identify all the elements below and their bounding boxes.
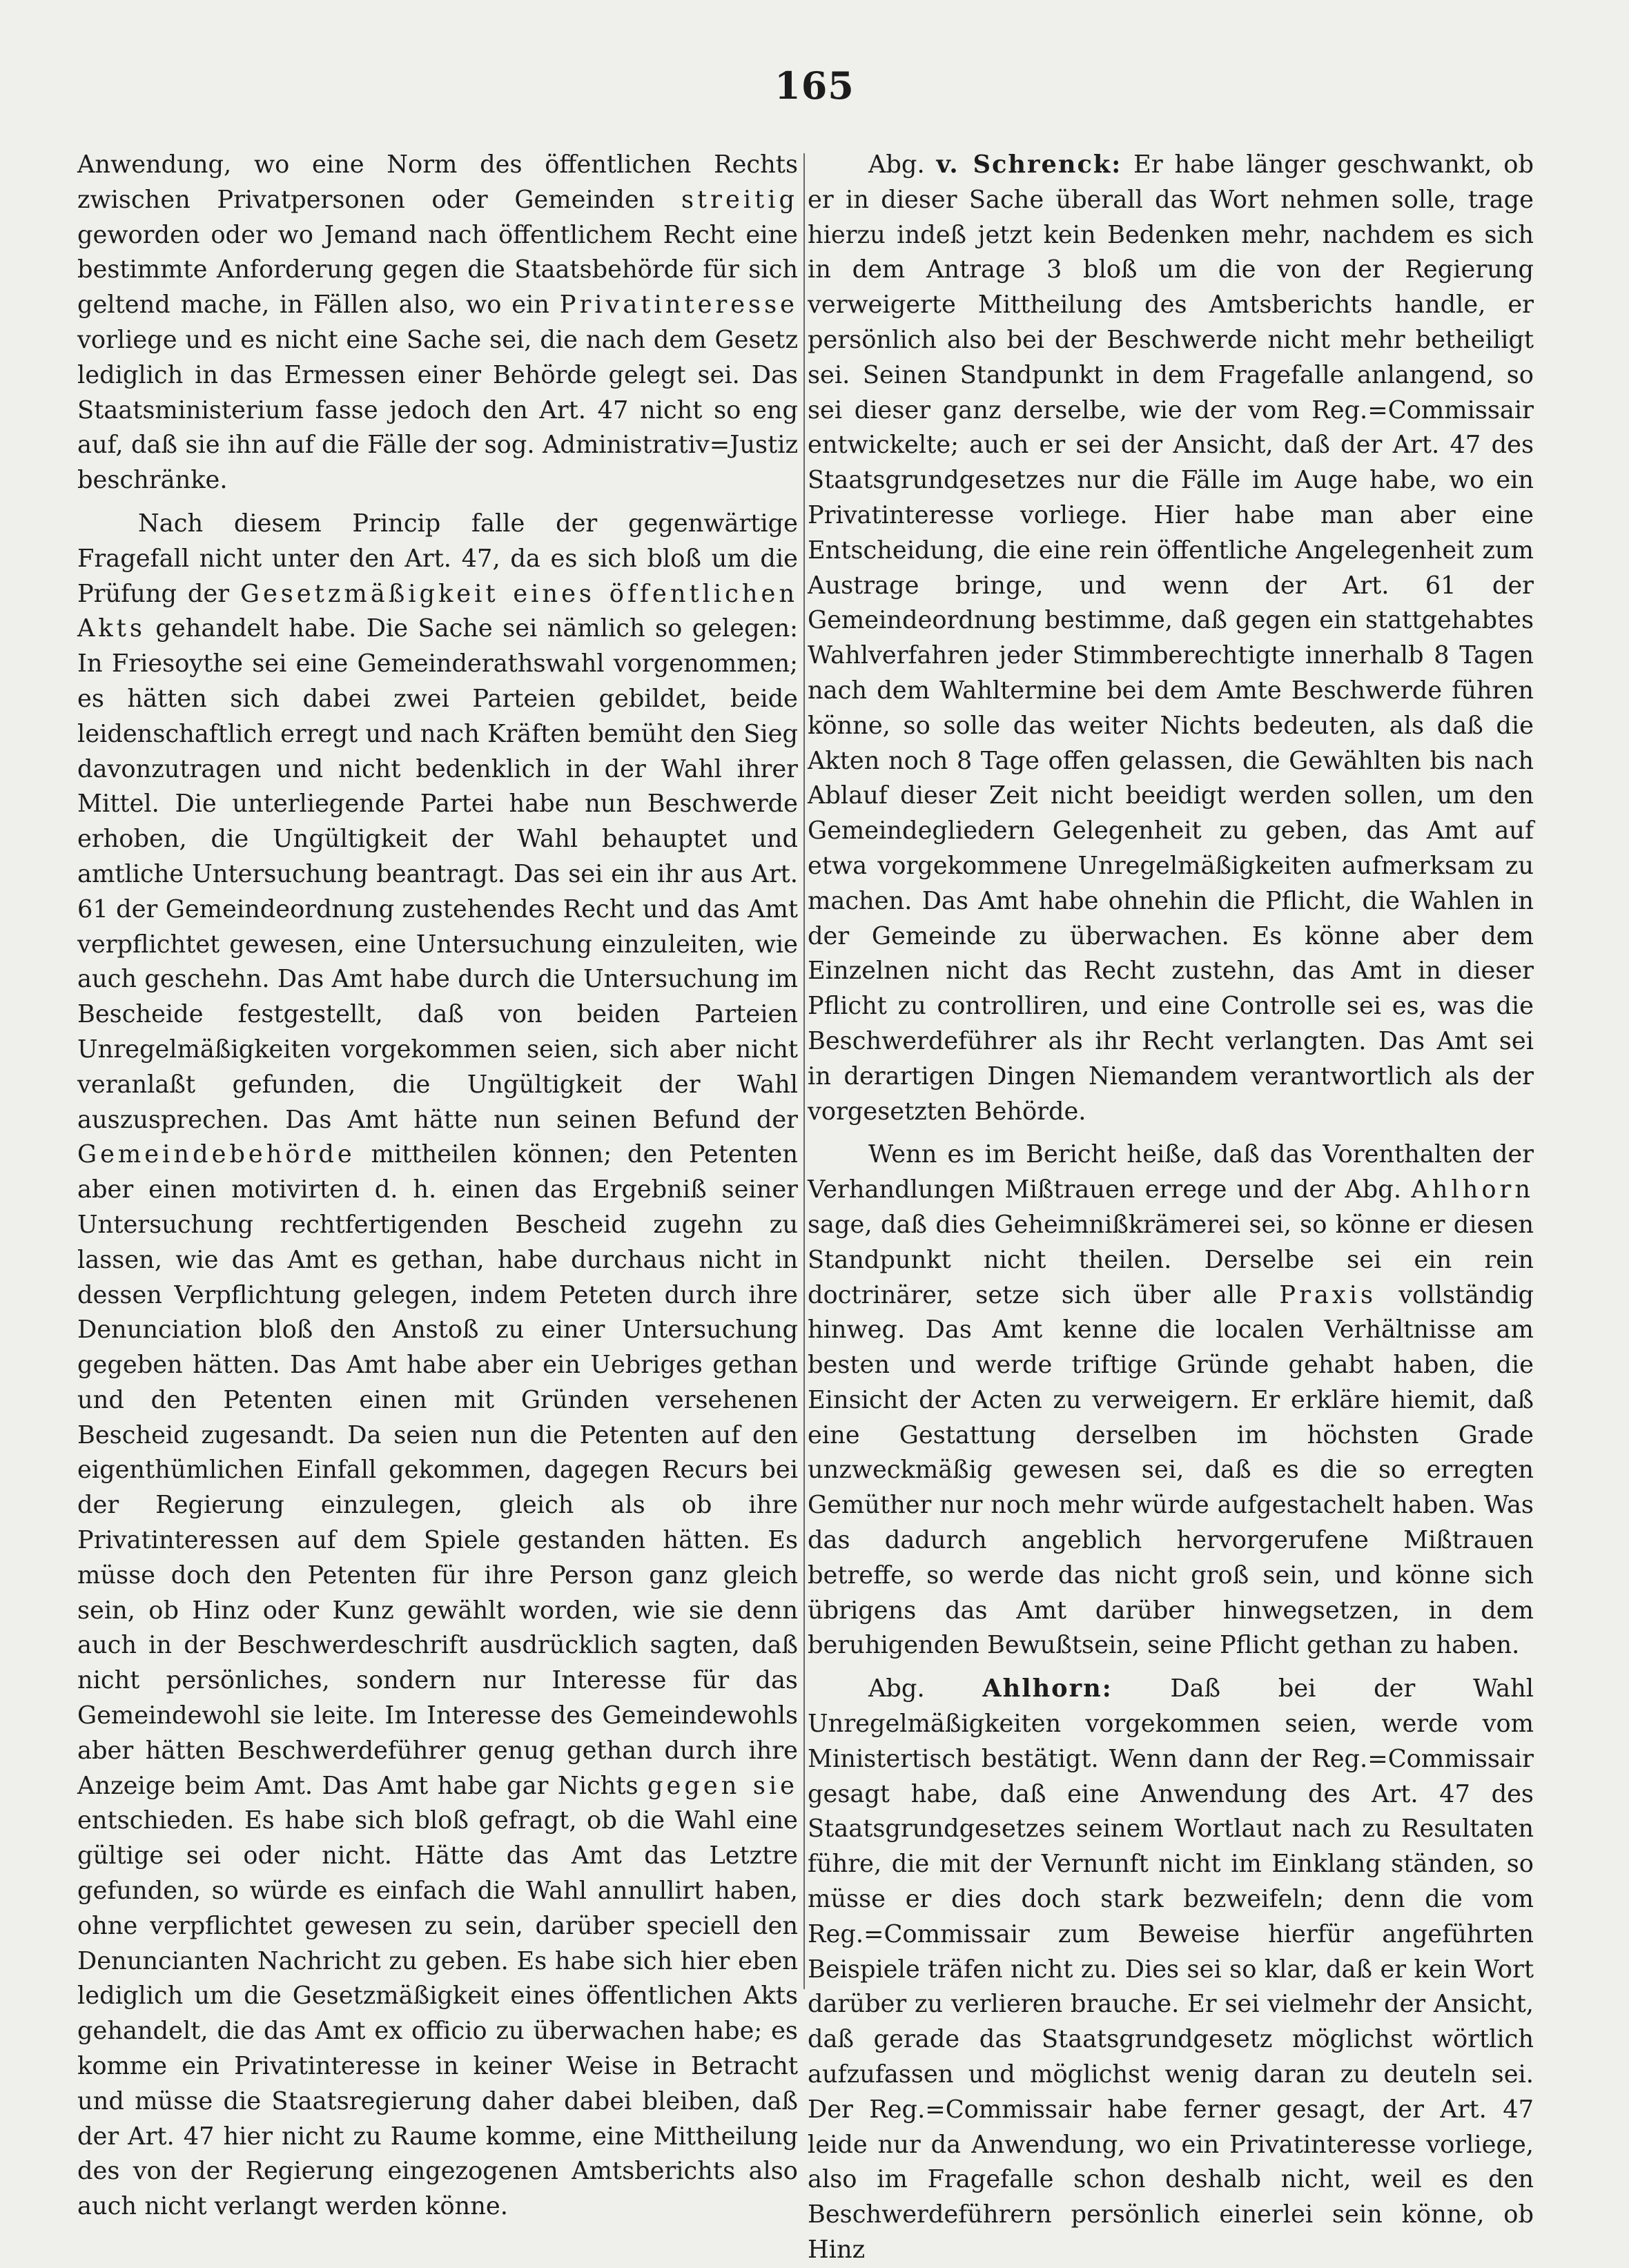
emphasized-text: gegen sie [647,1771,798,1800]
body-text: geworden oder wo Jemand nach öffentlichem Recht eine bestimmte Anforderung gegen die Staatsbehörde für sich geltend mache, in Fällen also, wo ein [77,220,798,320]
body-text: Anwendung, wo eine Norm des öffentlichen Rechts zwischen Privatpersonen oder Gemeinden [77,150,798,214]
paragraph [77,507,798,2225]
body-text: Nach diesem Princip falle der gegenwärtige Fragefall nicht unter den Art. 47, da es sich bloß um die Prüfung der [77,509,798,608]
emphasized-text: Gesetzmäßigkeit eines öffentlichen Akts [77,579,799,643]
body-text: vorliege und es nicht eine Sache sei, die nach dem Gesetz lediglich in das Ermessen einer Behörde gelegt sei. Das Staatsministerium fasse jedoch den Art. 47 nicht so eng auf, daß sie ihn auf die Fälle der sog. Administrativ=Justiz beschränke. [77,325,798,495]
body-text: gehandelt habe. Die Sache sei nämlich so gelegen: In Friesoythe sei eine Gemeinderathswahl vorgenommen; es hätten sich dabei zwei Parteien gebildet, beide leidenschaftlich erregt und nach Kräften bemüht den Sieg davonzutragen und nicht bedenklich in der Wahl ihrer Mittel. Die unterliegende Partei habe nun Beschwerde erhoben, die Ungültigkeit der Wahl behauptet und amtliche Untersuchung beantragt. Das sei ein ihr aus Art. 61 der Gemeindeordnung zustehendes Recht und das Amt verpflichtet gewesen, eine Untersuchung einzuleiten, wie auch geschehn. Das Amt habe durch die Untersuchung im Bescheide festgestellt, daß von beiden Parteien Unregelmäßigkeiten vorgekommen seien, sich aber nicht veranlaßt gefunden, die Ungültigkeit der Wahl auszusprechen. Das Amt hätte nun seinen Befund der [77,614,798,1134]
speaker-name: Ahlhorn: [982,1674,1113,1703]
body-text: Abg. [868,150,937,179]
emphasized-text: streitig [681,185,798,214]
column-divider [803,153,805,1989]
paragraph [808,148,1534,1129]
paragraph [77,148,798,498]
body-text: Wenn es im Bericht heiße, daß das Vorenthalten der Verhandlungen Mißtrauen errege und der Abg. [808,1140,1534,1204]
speaker-name: v. Schrenck: [936,150,1122,179]
left-column [77,148,799,2221]
right-column [808,148,1534,2265]
emphasized-text: Praxis [1279,1280,1377,1309]
body-text: mittheilen können; den Petenten aber einen motivirten d. h. einen das Ergebniß seiner Untersuchung rechtfertigenden Bescheid zugehn zu lassen, wie das Amt es gethan, habe durchaus nicht in dessen Verpflichtung gelegen, indem Peteten durch ihre Denunciation bloß den Anstoß zu einer Untersuchung gegeben hätten. Das Amt habe aber ein Uebriges gethan und den Petenten einen mit Gründen versehenen Bescheid zugesandt. Da seien nun die Petenten auf den eigenthümlichen Einfall gekommen, dagegen Recurs bei der Regierung einzulegen, gleich als ob ihre Privatinteressen auf dem Spiele gestanden hätten. Es müsse doch den Petenten für ihre Person ganz gleich sein, ob Hinz oder Kunz gewählt worden, wie sie denn auch in der Beschwerdeschrift ausdrücklich sagten, daß nicht persönliches, sondern nur Interesse für das Gemeindewohl sie leite. Im Interesse des Gemeindewohls aber hätten Beschwerdeführer genug gethan durch ihre Anzeige beim Amt. Das Amt habe gar Nichts [77,1140,798,1800]
body-text: vollständig hinweg. Das Amt kenne die localen Verhältnisse am besten und werde triftige Gründe gehabt haben, die Einsicht der Acten zu verweigern. Er erkläre hiemit, daß eine Gestattung derselben im höchsten Grade unzweckmäßig gewesen sei, daß es die so erregten Gemüther nur noch mehr würde aufgestachelt haben. Was das dadurch angeblich hervorgerufene Mißtrauen betreffe, so werde das nicht groß sein, und könne sich übrigens das Amt darüber hinwegsetzen, in dem beruhigenden Bewußtsein, seine Pflicht gethan zu haben. [808,1280,1534,1660]
page-number: 165 [774,63,855,108]
body-text: Daß bei der Wahl Unregelmäßigkeiten vorgekommen seien, werde vom Ministertisch bestätigt. Wenn dann der Reg.=Commissair gesagt habe, daß eine Anwendung des Art. 47 des Staatsgrundgesetzes seinem Wortlaut nach zu Resultaten führe, die mit der Vernunft nicht im Einklang ständen, so müsse er dies doch stark bezweifeln; denn die vom Reg.=Commissair zum Beweise hierfür angeführten Beispiele träfen nicht zu. Dies sei so klar, daß er kein Wort darüber zu verlieren brauche. Er sei vielmehr der Ansicht, daß gerade das Staatsgrundgesetz möglichst wörtlich aufzufassen und möglichst wenig daran zu deuteln sei. Der Reg.=Commissair habe ferner gesagt, der Art. 47 leide nur da Anwendung, wo ein Privatinteresse vorliege, also im Fragefalle schon deshalb nicht, weil es den Beschwerdeführern persönlich einerlei sein könne, ob Hinz [808,1674,1534,2265]
emphasized-text: Gemeindebehörde [77,1140,355,1169]
body-text: Abg. [868,1674,983,1703]
paragraph [808,1137,1534,1663]
body-text: Er habe länger geschwankt, ob er in dieser Sache überall das Wort nehmen solle, trage hierzu indeß jetzt kein Bedenken mehr, nachdem es sich in dem Antrage 3 bloß um die von der Regierung verweigerte Mittheilung des Amtsberichts handle, er persönlich also bei der Beschwerde nicht mehr betheiligt sei. Seinen Standpunkt in dem Fragefalle anlangend, so sei dieser ganz derselbe, wie der vom Reg.=Commissair entwickelte; auch er sei der Ansicht, daß der Art. 47 des Staatsgrundgesetzes nur die Fälle im Auge habe, wo ein Privatinteresse vorliege. Hier habe man aber eine Entscheidung, die eine rein öffentliche Angelegenheit zum Austrage bringe, und wenn der Art. 61 der Gemeindeordnung bestimme, daß gegen ein stattgehabtes Wahlverfahren jeder Stimmberechtigte innerhalb 8 Tagen nach dem Wahltermine bei dem Amte Beschwerde führen könne, so solle das weiter Nichts bedeuten, als daß die Akten noch 8 Tage offen gelassen, die Gewählten bis nach Ablauf dieser Zeit nicht beeidigt werden sollen, um den Gemeindegliedern Gelegenheit zu geben, das Amt auf etwa vorgekommene Unregelmäßigkeiten aufmerksam zu machen. Das Amt habe ohnehin die Pflicht, die Wahlen in der Gemeinde zu überwachen. Es könne aber dem Einzelnen nicht das Recht zustehn, das Amt in dieser Pflicht zu controlliren, und eine Controlle sei es, was die Beschwerdeführer als ihr Recht verlangten. Das Amt sei in derartigen Dingen Niemandem verantwortlich als der vorgesetzten Behörde. [808,150,1534,1126]
emphasized-text: Privatinteresse [559,291,798,320]
emphasized-text: Ahlhorn [1411,1175,1534,1204]
paragraph [808,1672,1534,2268]
body-text: sage, daß dies Geheimnißkrämerei sei, so könne er diesen Standpunkt nicht theilen. Derselbe sei ein rein doctrinärer, setze sich über alle [808,1210,1534,1309]
body-text: entschieden. Es habe sich bloß gefragt, ob die Wahl eine gültige sei oder nicht. Hätte das Amt das Letztre gefunden, so würde es einfach die Wahl annullirt haben, ohne verpflichtet gewesen zu sein, darüber speciell den Denuncianten Nachricht zu geben. Es habe sich hier eben lediglich um die Gesetzmäßigkeit eines öffentlichen Akts gehandelt, die das Amt ex officio zu überwachen habe; es komme ein Privatinteresse in keiner Weise in Betracht und müsse die Staatsregierung daher dabei bleiben, daß der Art. 47 hier nicht zu Raume komme, eine Mittheilung des von der Regierung eingezogenen Amtsberichts also auch nicht verlangt werden könne. [77,1806,798,2221]
